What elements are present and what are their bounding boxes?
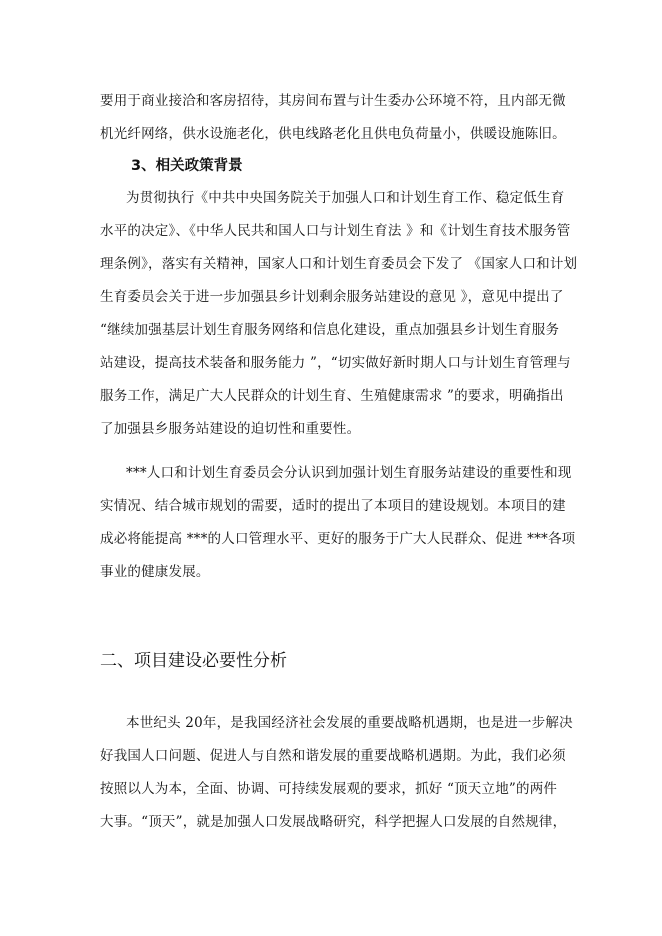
paragraph-line: 站建设，提高技术装备和服务能力 ”，“切实做好新时期人口与计划生育管理与 xyxy=(100,355,571,371)
paragraph-line: 了加强县乡服务站建设的迫切性和重要性。 xyxy=(100,421,361,437)
paragraph-line: ***人口和计划生育委员会分认识到加强计划生育服务站建设的重要性和现 xyxy=(126,465,572,481)
paragraph-line: 生育委员会关于进一步加强县乡计划剩余服务站建设的意见 》，意见中提出了 xyxy=(100,289,564,305)
paragraph-line: 水平的决定》、《中华人民共和国人口与计划生育法 》和《计划生育技术服务管 xyxy=(100,223,571,239)
paragraph-line: 为贯彻执行《中共中央国务院关于加强人口和计划生育工作、稳定低生育 xyxy=(126,190,565,206)
paragraph-line: 成必将能提高 ***的人口管理水平、更好的服务于广大人民群众、促进 ***各项 xyxy=(100,531,576,547)
subheading-policy-background: 3、相关政策背景 xyxy=(131,158,243,174)
paragraph-line: 服务工作，满足广大人民群众的计划生育、生殖健康需求 ”的要求，明确指出 xyxy=(100,388,564,404)
paragraph-line: 实情况、结合城市规划的需要，适时的提出了本项目的建设规划。本项目的建 xyxy=(100,498,566,514)
paragraph-line: 理条例》，落实有关精神，国家人口和计划生育委员会下发了 《国家人口和计划 xyxy=(100,256,578,272)
paragraph-line: 事业的健康发展。 xyxy=(100,564,210,580)
paragraph-line: 好我国人口问题、促进人与自然和谐发展的重要战略机遇期。为此，我们必须 xyxy=(100,748,566,764)
paragraph-line: 大事。“顶天”，就是加强人口发展战略研究，科学把握人口发展的自然规律， xyxy=(100,814,567,830)
paragraph-line: 按照以人为本，全面、协调、可持续发展观的要求，抓好 “顶天立地”的两件 xyxy=(100,781,558,797)
paragraph-line: 要用于商业接洽和客房招待，其房间布置与计生委办公环境不符，且内部无微 xyxy=(100,93,566,109)
paragraph-line: “继续加强基层计划生育服务网络和信息化建设，重点加强县乡计划生育服务 xyxy=(100,322,560,338)
paragraph-line: 机光纤网络，供水设施老化，供电线路老化且供电负荷量小，供暖设施陈旧。 xyxy=(100,126,566,142)
section-title: 二、项目建设必要性分析 xyxy=(100,651,287,671)
paragraph-line: 本世纪头 20年，是我国经济社会发展的重要战略机遇期，也是进一步解决 xyxy=(126,715,573,731)
